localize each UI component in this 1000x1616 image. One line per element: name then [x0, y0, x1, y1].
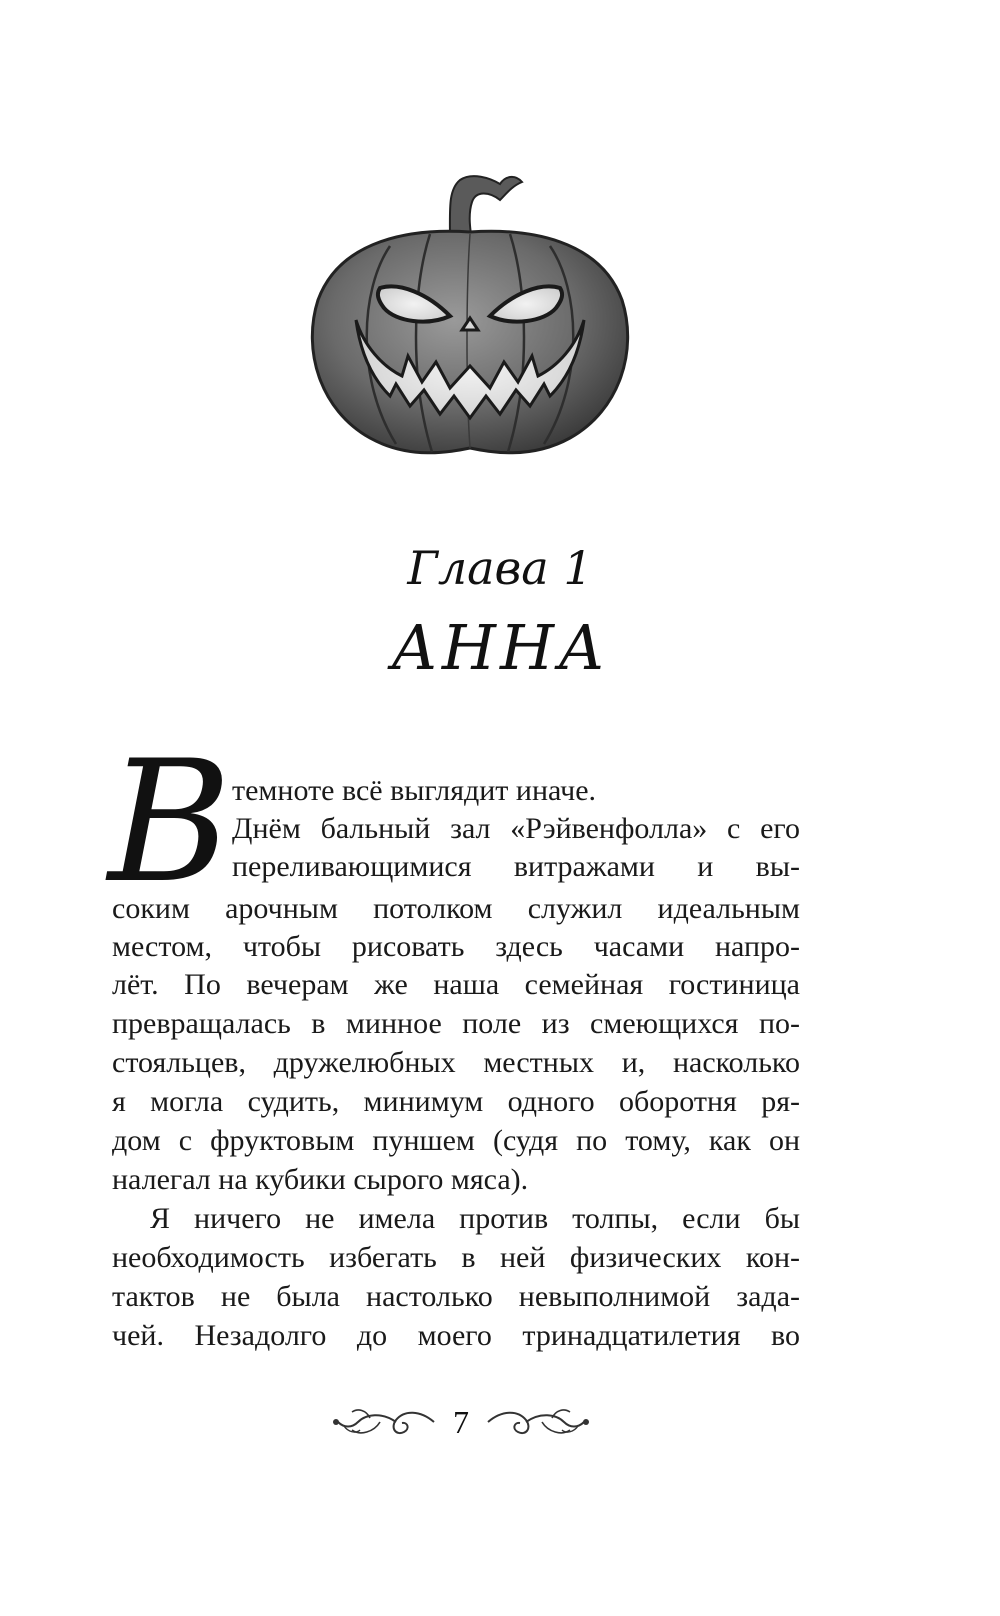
text-line: местом, чтобы рисовать здесь часами напро-: [112, 930, 800, 963]
text-line: соким арочным потолком служил идеальным: [112, 892, 800, 925]
text-line: лёт. По вечерам же наша семейная гостиница: [112, 968, 800, 1001]
text-line: дом с фруктовым пуншем (судя по тому, как он: [112, 1124, 800, 1157]
text-line: превращалась в минное поле из смеющихся по-: [112, 1007, 800, 1040]
text-line: необходимость избегать в ней физических кон-: [112, 1241, 800, 1274]
text-line: Днём бальный зал «Рэйвенфолла» с его: [232, 812, 800, 845]
text-line: налегал на кубики сырого мяса).: [112, 1163, 529, 1196]
chapter-label: Глава 1: [407, 541, 593, 595]
text-line: переливающимися витражами и вы-: [232, 850, 800, 883]
drop-cap: В: [108, 724, 232, 920]
flourish-left-icon: [330, 1402, 440, 1442]
text-line: Я ничего не имела против толпы, если бы: [150, 1202, 800, 1235]
text-line: чей. Незадолго до моего тринадцатилетия во: [112, 1319, 800, 1352]
flourish-right-icon: [482, 1402, 592, 1442]
text-line: темноте всё выглядит иначе.: [232, 774, 597, 807]
text-line: стояльцев, дружелюбных местных и, насколько: [112, 1046, 800, 1079]
page-number: 7: [453, 1404, 469, 1440]
text-line: я могла судить, минимум одного оборотня ря-: [112, 1085, 800, 1118]
text-line: тактов не была настолько невыполнимой зада-: [112, 1280, 800, 1313]
jack-o-lantern-illustration: [300, 170, 640, 470]
chapter-title: АННА: [390, 611, 610, 684]
page-footer: [0, 1398, 1000, 1448]
